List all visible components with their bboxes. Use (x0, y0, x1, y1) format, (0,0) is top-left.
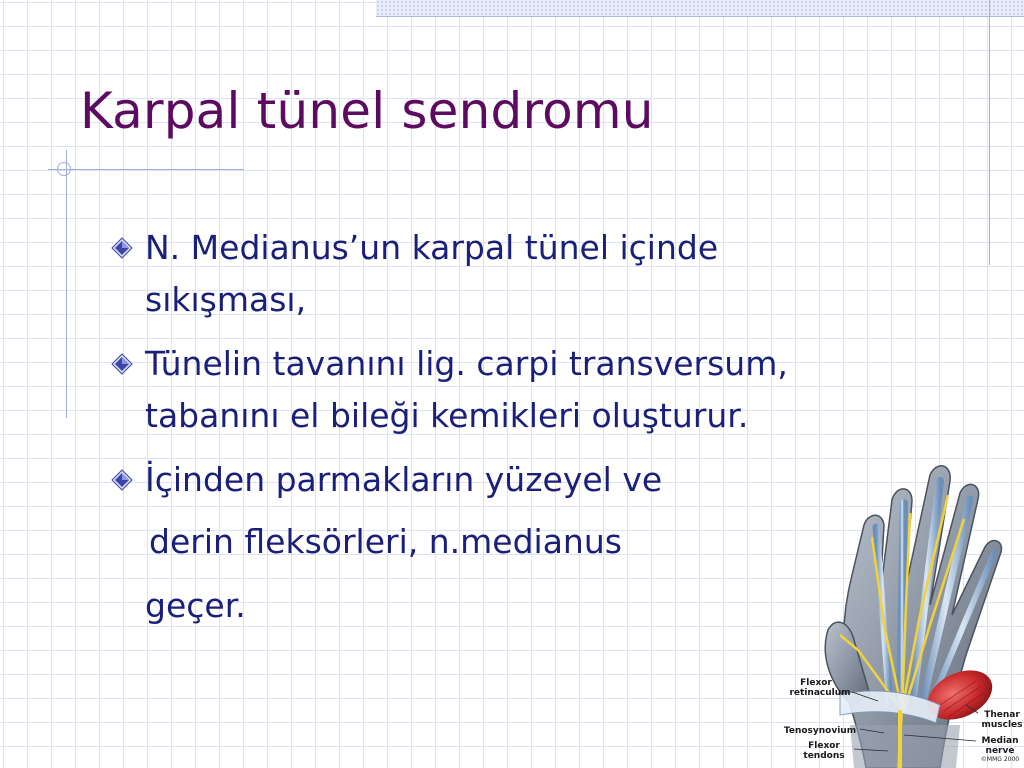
bullet-line: sıkışması, (145, 280, 307, 319)
bullet-line: tabanını el bileği kemikleri oluşturur. (145, 396, 749, 435)
diamond-bullet-icon (111, 353, 133, 375)
title-underline-rule (48, 169, 244, 170)
label-thenar-muscles-2: muscles (981, 720, 1023, 730)
bullet-item (105, 338, 945, 442)
label-copyright: ©MMG 2000 (980, 756, 1020, 763)
slide-title: Karpal tünel sendromu (80, 82, 654, 140)
label-tenosynovium: Tenosynovium (783, 726, 857, 736)
diamond-bullet-icon (111, 237, 133, 259)
bullet-line: Tünelin tavanını lig. carpi transversum, (145, 344, 788, 383)
title-rule-circle (57, 162, 71, 176)
label-thenar-muscles-1: Thenar (984, 710, 1020, 720)
diamond-bullet-icon (111, 469, 133, 491)
bullet-line: İçinden parmakların yüzeyel ve (145, 460, 663, 499)
hand-anatomy-illustration (780, 455, 1024, 768)
continuation-line: derin fleksörleri, n.medianus (149, 522, 622, 561)
label-flexor-tendons-1: Flexor (808, 741, 840, 751)
hand-silhouette (825, 466, 1001, 768)
label-flexor-retinaculum-1: Flexor (800, 678, 832, 688)
bullet-item (105, 222, 945, 326)
continuation-line: geçer. (145, 586, 246, 625)
right-decorative-rule (989, 0, 990, 265)
label-flexor-tendons-2: tendons (803, 751, 845, 761)
top-decorative-band (376, 0, 1024, 17)
wrist (850, 725, 960, 768)
label-median-nerve-1: Median (981, 736, 1019, 746)
bullet-line: N. Medianus’un karpal tünel içinde (145, 228, 719, 267)
left-decorative-rule (66, 150, 67, 418)
label-flexor-retinaculum-2: retinaculum (789, 688, 851, 698)
label-median-nerve-2: nerve (985, 746, 1015, 756)
